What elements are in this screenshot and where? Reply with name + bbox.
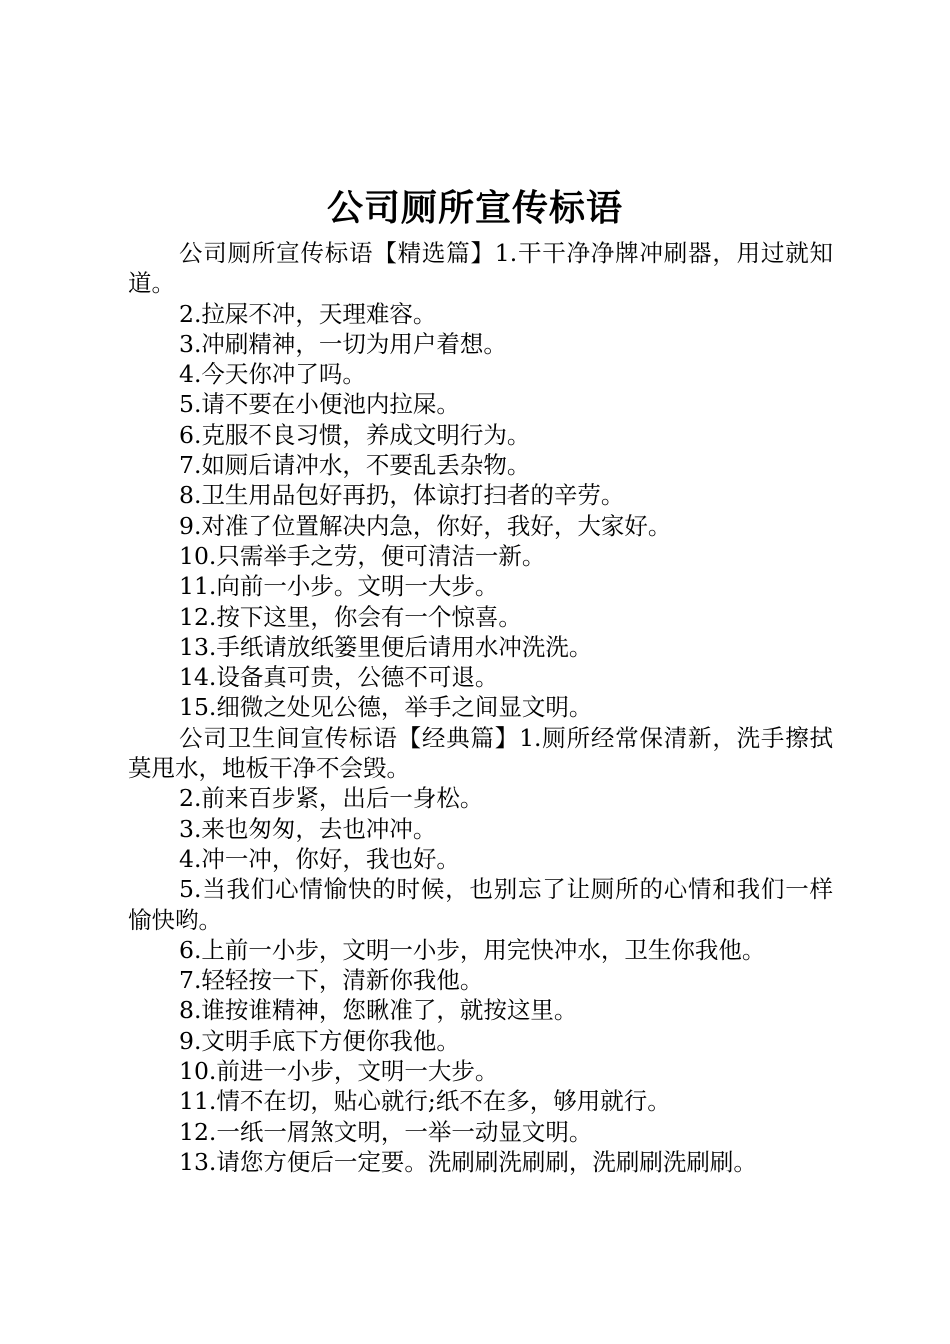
paragraph: 10.只需举手之劳，便可清洁一新。 [179, 541, 546, 570]
paragraph: 11.情不在切，贴心就行;纸不在多，够用就行。 [179, 1087, 671, 1116]
page-title: 公司厕所宣传标语 [326, 187, 623, 229]
paragraph: 14.设备真可贵，公德不可退。 [179, 663, 499, 692]
paragraph: 12.一纸一屑煞文明，一举一动显文明。 [179, 1117, 593, 1146]
paragraph: 8.卫生用品包好再扔，体谅打扫者的辛劳。 [179, 481, 625, 510]
paragraph: 7.如厕后请冲水，不要乱丢杂物。 [179, 451, 531, 480]
paragraph: 2.前来百步紧，出后一身松。 [179, 784, 484, 813]
paragraph: 6.上前一小步，文明一小步，用完快冲水，卫生你我他。 [179, 935, 766, 964]
paragraph: 4.今天你冲了吗。 [179, 360, 366, 389]
paragraph: 12.按下这里，你会有一个惊喜。 [179, 602, 522, 631]
paragraph: 3.来也匆匆，去也冲冲。 [179, 814, 437, 843]
paragraph: 13.请您方便后一定要。洗刷刷洗刷刷，洗刷刷洗刷刷。 [179, 1147, 757, 1176]
paragraph: 5.当我们心情愉快的时候，也别忘了让厕所的心情和我们一样愉快哟。 [128, 875, 833, 934]
paragraph: 2.拉屎不冲，天理难容。 [179, 299, 437, 328]
document-body [128, 238, 833, 1177]
paragraph: 公司卫生间宣传标语【经典篇】1.厕所经常保清新，洗手擦拭莫甩水，地板干净不会毁。 [128, 723, 833, 783]
paragraph: 公司厕所宣传标语【精选篇】1.干干净净牌冲刷器，用过就知道。 [128, 239, 833, 298]
paragraph: 11.向前一小步。文明一大步。 [179, 572, 499, 601]
paragraph: 15.细微之处见公德，举手之间显文明。 [179, 693, 593, 722]
paragraph: 4.冲一冲，你好，我也好。 [179, 844, 460, 873]
paragraph: 10.前进一小步，文明一大步。 [179, 1057, 499, 1086]
paragraph: 8.谁按谁精神，您瞅准了，就按这里。 [179, 996, 578, 1025]
paragraph: 3.冲刷精神，一切为用户着想。 [179, 329, 507, 358]
paragraph: 6.克服不良习惯，养成文明行为。 [179, 420, 531, 449]
paragraph: 7.轻轻按一下，清新你我他。 [179, 966, 484, 995]
paragraph: 13.手纸请放纸篓里便后请用水冲洗洗。 [179, 632, 593, 661]
paragraph: 5.请不要在小便池内拉屎。 [179, 390, 460, 419]
paragraph: 9.文明手底下方便你我他。 [179, 1026, 460, 1055]
paragraph: 9.对准了位置解决内急，你好，我好，大家好。 [179, 511, 672, 540]
